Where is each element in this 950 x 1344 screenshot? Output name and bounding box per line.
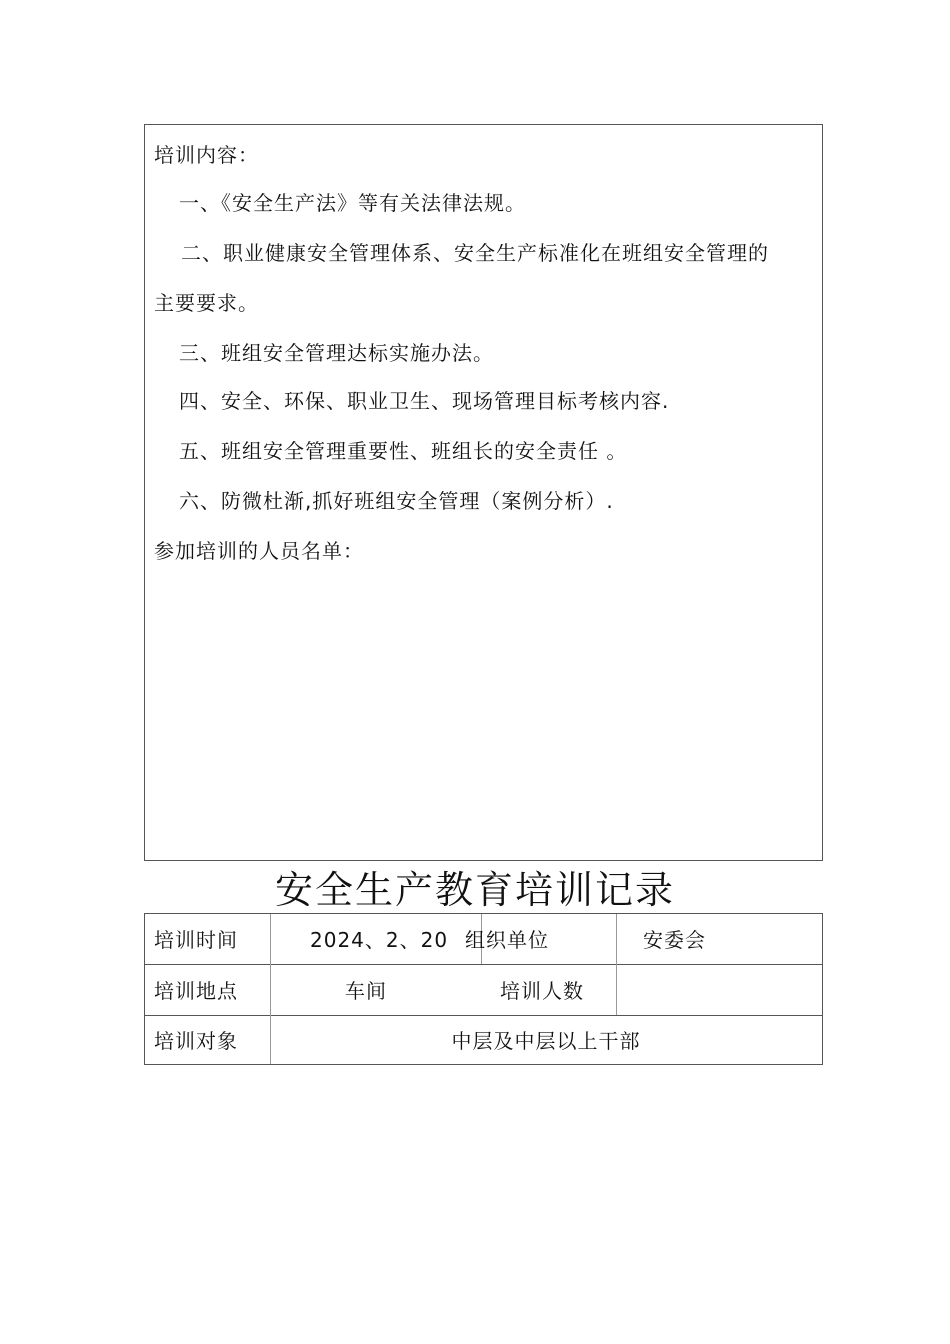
column-divider xyxy=(616,914,617,1015)
org-label: 组织单位 xyxy=(465,928,549,952)
content-item-2-cont: 主要要求。 xyxy=(154,291,259,315)
row-divider xyxy=(145,1015,822,1016)
target-value: 中层及中层以上干部 xyxy=(451,1029,641,1053)
content-heading: 培训内容： xyxy=(154,143,259,167)
content-item-2: 二、职业健康安全管理体系、安全生产标准化在班组安全管理的 xyxy=(181,241,769,265)
content-item-3: 三、班组安全管理达标实施办法。 xyxy=(179,341,494,365)
row-divider xyxy=(145,964,822,965)
place-value: 车间 xyxy=(345,979,387,1003)
count-label: 培训人数 xyxy=(500,979,584,1003)
org-value: 安委会 xyxy=(643,928,706,952)
content-item-1: 一、《安全生产法》等有关法律法规。 xyxy=(179,191,526,215)
attendees-label: 参加培训的人员名单： xyxy=(154,539,364,563)
place-label: 培训地点 xyxy=(154,979,238,1003)
content-item-6: 六、防微杜渐,抓好班组安全管理（案例分析）. xyxy=(179,489,614,513)
record-title: 安全生产教育培训记录 xyxy=(274,868,675,912)
content-item-4: 四、安全、环保、职业卫生、现场管理目标考核内容. xyxy=(179,389,670,413)
target-label: 培训对象 xyxy=(154,1029,238,1053)
training-content-box xyxy=(144,124,823,861)
training-record-table xyxy=(144,913,823,1065)
content-item-5: 五、班组安全管理重要性、班组长的安全责任 。 xyxy=(179,439,628,463)
time-value: 2024、2、20 xyxy=(310,928,449,952)
time-label: 培训时间 xyxy=(154,928,238,952)
